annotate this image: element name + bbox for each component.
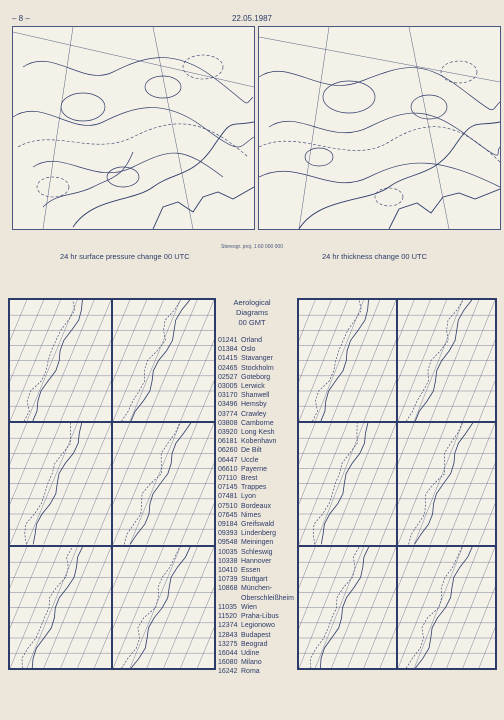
station-name: Budapest [241,631,271,639]
station-row [218,410,300,419]
station-id: 01415 [218,355,238,363]
station-name: Payerne [241,465,268,473]
station-name: Milano [241,659,262,667]
aerological-diagram [397,422,496,545]
station-id: 12843 [218,631,238,639]
station-id: 07510 [218,502,238,510]
station-id: 03774 [218,410,238,418]
station-id: 07110 [218,475,237,483]
station-id: 09548 [218,539,238,547]
station-name: Udine [241,649,260,657]
station-row [218,621,300,630]
station-name: Shanwell [241,392,270,400]
station-row [218,667,300,676]
station-name: Brest [241,475,258,483]
station-id: 07645 [218,511,238,519]
station-name: Essen [241,567,261,575]
station-name: Lyon [241,493,256,501]
page-date: 22.05.1987 [231,14,273,23]
station-id: 06181 [218,438,238,446]
station-row [218,437,300,446]
projection-note: Stereogr. proj. 1:60 000 000 [221,244,283,250]
station-id: 16044 [218,649,238,657]
station-id: 11035 [218,603,237,611]
station-id: 09393 [218,530,238,538]
thickness-caption: 24 hr thickness change 00 UTC [322,252,428,261]
station-id: 07145 [218,484,238,492]
station-row [218,511,300,520]
station-row [218,649,300,658]
station-id: 10035 [218,548,238,556]
station-name: Lerwick [241,383,265,391]
station-id: 16242 [218,668,238,676]
station-name: Oberschleißheim [241,594,294,602]
station-row [218,557,300,566]
station-row [218,345,300,354]
station-row [218,492,300,501]
station-name: Stockholm [241,364,274,372]
station-id: 03005 [218,383,238,391]
station-id: 01384 [218,346,238,354]
station-row [218,474,300,483]
station-row [218,594,300,603]
station-name: Kobenhavn [241,438,277,446]
surface-pressure-caption: 24 hr surface pressure change 00 UTC [60,252,190,261]
station-row [218,446,300,455]
station-row [218,391,300,400]
aerological-diagram [9,546,112,669]
station-id: 06447 [218,456,238,464]
aerological-diagram [298,546,397,669]
station-row [218,548,300,557]
station-name: Goteborg [241,373,271,381]
aerological-diagrams-left [8,298,216,670]
station-name: Stuttgart [241,576,268,584]
station-row [218,336,300,345]
station-id: 07481 [218,493,238,501]
station-name: Oslo [241,346,256,354]
aerological-diagram [298,299,397,422]
station-row [218,382,300,391]
aerological-diagram [112,422,215,545]
station-name: Crawley [241,410,267,418]
station-list [218,298,300,677]
page-number: – 8 – [12,14,30,23]
aerological-diagrams-right [297,298,497,670]
station-id: 03496 [218,401,238,409]
station-id: 10338 [218,557,238,565]
station-row [218,529,300,538]
station-name: Legionowo [241,622,275,630]
station-row [218,603,300,612]
aerological-diagram [9,422,112,545]
station-name: De Bilt [241,447,262,455]
station-row [218,612,300,621]
station-name: Nimes [241,511,261,519]
station-id: 03920 [218,429,238,437]
station-list-title: Aerological Diagrams 00 GMT [233,298,271,327]
station-id: 10868 [218,585,238,593]
station-row [218,640,300,649]
station-row [218,456,300,465]
station-id: 02465 [218,364,238,372]
aerological-diagram [112,299,215,422]
station-name: Schleswig [241,548,273,556]
station-id: 12374 [218,622,238,630]
station-name: Hemsby [241,401,267,409]
aerological-diagram [112,546,215,669]
station-id: 10410 [218,567,238,575]
station-row [218,400,300,409]
station-name: Meiningen [241,539,274,547]
station-name: Orland [241,337,263,344]
station-id: 10739 [218,576,238,584]
station-row [218,354,300,363]
station-id: 13275 [218,640,238,648]
station-row [218,465,300,474]
station-id: 01241 [218,337,238,344]
thickness-change-map [258,26,501,230]
station-row [218,631,300,640]
station-name: München- [241,585,273,593]
station-row [218,502,300,511]
station-id: 03170 [218,392,238,400]
station-name: Stavanger [241,355,273,363]
station-id: 11520 [218,613,237,621]
station-id: 03808 [218,419,238,427]
station-name: Praha-Libus [241,613,279,621]
aerological-diagram [397,546,496,669]
station-name: Bordeaux [241,502,271,510]
station-id: 06260 [218,447,238,455]
station-name: Wien [241,603,257,611]
station-id: 06610 [218,465,238,473]
aerological-diagram [298,422,397,545]
surface-pressure-change-map [12,26,255,230]
station-row [218,658,300,667]
station-name: Long Kesh [241,429,275,437]
aerological-diagram [9,299,112,422]
station-name: Beograd [241,640,268,648]
station-name: Hannover [241,557,272,565]
station-name: Greifswald [241,521,275,529]
station-name: Uccle [241,456,259,464]
station-row [218,520,300,529]
aerological-diagram [397,299,496,422]
station-row [218,364,300,373]
station-name: Roma [241,668,260,676]
station-id: 09184 [218,521,238,529]
station-row [218,575,300,584]
station-rows [218,336,300,677]
station-row [218,538,300,547]
station-row [218,483,300,492]
station-name: Trappes [241,484,267,492]
station-id: 16080 [218,659,238,667]
station-name: Camborne [241,419,274,427]
station-row [218,419,300,428]
station-row [218,566,300,575]
station-row [218,584,300,593]
station-row [218,428,300,437]
station-row [218,373,300,382]
station-name: Lindenberg [241,530,277,538]
station-id: 02527 [218,373,238,381]
